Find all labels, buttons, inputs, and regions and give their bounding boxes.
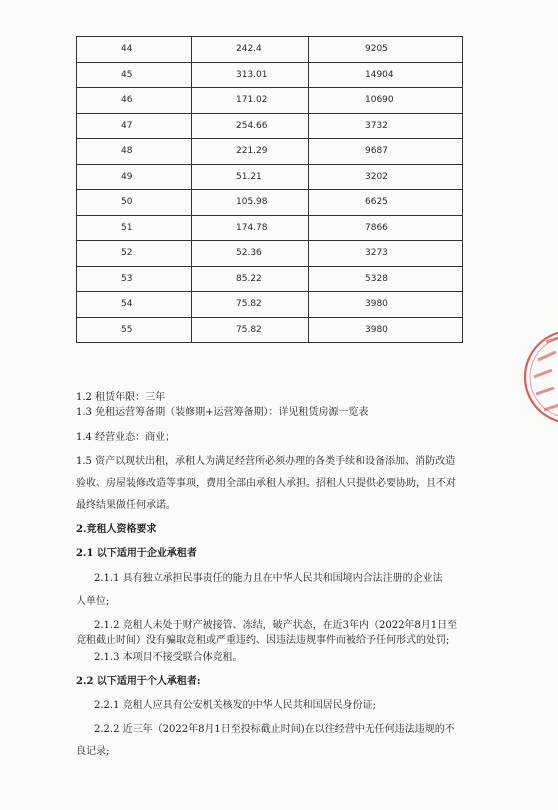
table-cell-rent: 3732 (309, 113, 463, 139)
table-cell-rent: 7866 (309, 215, 463, 241)
seal-stamp (516, 322, 558, 432)
table-cell-rent: 3980 (309, 292, 463, 318)
table-row (77, 292, 463, 318)
section-1-2: 1.2 租赁年限：三年 (76, 392, 166, 403)
table-cell-number: 51 (77, 215, 192, 241)
section-2-heading: 2.竞租人资格要求 (76, 524, 157, 535)
table-cell-area: 105.98 (192, 190, 309, 216)
table-cell-area: 75.82 (192, 292, 309, 318)
table-row (77, 113, 463, 139)
table-cell-area: 313.01 (192, 62, 309, 88)
table-row (77, 62, 463, 88)
table-cell-number: 48 (77, 139, 192, 165)
table-cell-area: 221.29 (192, 139, 309, 165)
section-1-5-line-1: 1.5 资产以现状出租，承租人为满足经营所必须办理的各类手续和设备添加、消防改造 (76, 456, 456, 467)
table-row (77, 241, 463, 267)
table-cell-number: 49 (77, 164, 192, 190)
table-row (77, 190, 463, 216)
table-cell-number: 50 (77, 190, 192, 216)
table-cell-number: 45 (77, 62, 192, 88)
section-1-3: 1.3 免租运营筹备期（装修期+运营筹备期）：详见租赁房源一览表 (76, 407, 369, 418)
table-cell-number: 54 (77, 292, 192, 318)
section-1-4: 1.4 经营业态：商业； (76, 432, 176, 443)
table-cell-number: 55 (77, 317, 192, 343)
table-cell-number: 44 (77, 37, 192, 63)
table-cell-area: 75.82 (192, 317, 309, 343)
table-cell-area: 174.78 (192, 215, 309, 241)
section-2-1-3: 2.1.3 本项目不接受联合体竞租。 (94, 652, 243, 663)
table-cell-area: 171.02 (192, 88, 309, 114)
table-cell-rent: 3273 (309, 241, 463, 267)
table-row (77, 317, 463, 343)
table-cell-area: 52.36 (192, 241, 309, 267)
table-row (77, 215, 463, 241)
section-2-1-2-line-2: 竞租截止时间）没有骗取竞租或严重违约、因违法违规事件而被给予任何形式的处罚; (76, 635, 450, 646)
table-cell-rent: 3980 (309, 317, 463, 343)
section-2-2-2-line-1: 2.2.2 近三年（2022年8月1日至投标截止时间)在以往经营中无任何违法违规的不 (94, 724, 455, 735)
table-cell-rent: 9687 (309, 139, 463, 165)
table-cell-area: 254.66 (192, 113, 309, 139)
section-1-5-line-3: 最终结果做任何承诺。 (76, 500, 176, 511)
table-cell-area: 51.21 (192, 164, 309, 190)
table-row (77, 139, 463, 165)
table-row (77, 266, 463, 292)
section-2-1-heading: 2.1 以下适用于企业承租者 (76, 548, 197, 559)
table-cell-number: 47 (77, 113, 192, 139)
section-1-5-line-2: 验收、房屋装修改造等事项，费用全部由承租人承担。招租人只提供必要协助，且不对 (76, 478, 456, 489)
table-cell-number: 46 (77, 88, 192, 114)
section-2-1-1-line-1: 2.1.1 具有独立承担民事责任的能力且在中华人民共和国境内合法注册的企业法 (94, 573, 443, 584)
section-2-2-2-line-2: 良记录; (76, 746, 110, 757)
table-cell-rent: 10690 (309, 88, 463, 114)
table-cell-rent: 6625 (309, 190, 463, 216)
section-2-2-1: 2.2.1 竞租人应具有公安机关核发的中华人民共和国居民身份证; (94, 700, 376, 711)
table-cell-area: 85.22 (192, 266, 309, 292)
table-cell-rent: 3202 (309, 164, 463, 190)
table-cell-rent: 5328 (309, 266, 463, 292)
table-cell-area: 242.4 (192, 37, 309, 63)
table-cell-number: 53 (77, 266, 192, 292)
section-2-1-2-line-1: 2.1.2 竞租人未处于财产被接管、冻结，破产状态，在近3年内（2022年8月1日至 (94, 620, 458, 631)
table-cell-rent: 14904 (309, 62, 463, 88)
table-cell-rent: 9205 (309, 37, 463, 63)
table-row (77, 88, 463, 114)
table-row (77, 164, 463, 190)
section-2-2-heading: 2.2 以下适用于个人承租者: (76, 676, 201, 687)
rental-table (76, 36, 463, 343)
table-cell-number: 52 (77, 241, 192, 267)
section-2-1-1-line-2: 人单位; (76, 596, 110, 607)
table-row (77, 37, 463, 63)
